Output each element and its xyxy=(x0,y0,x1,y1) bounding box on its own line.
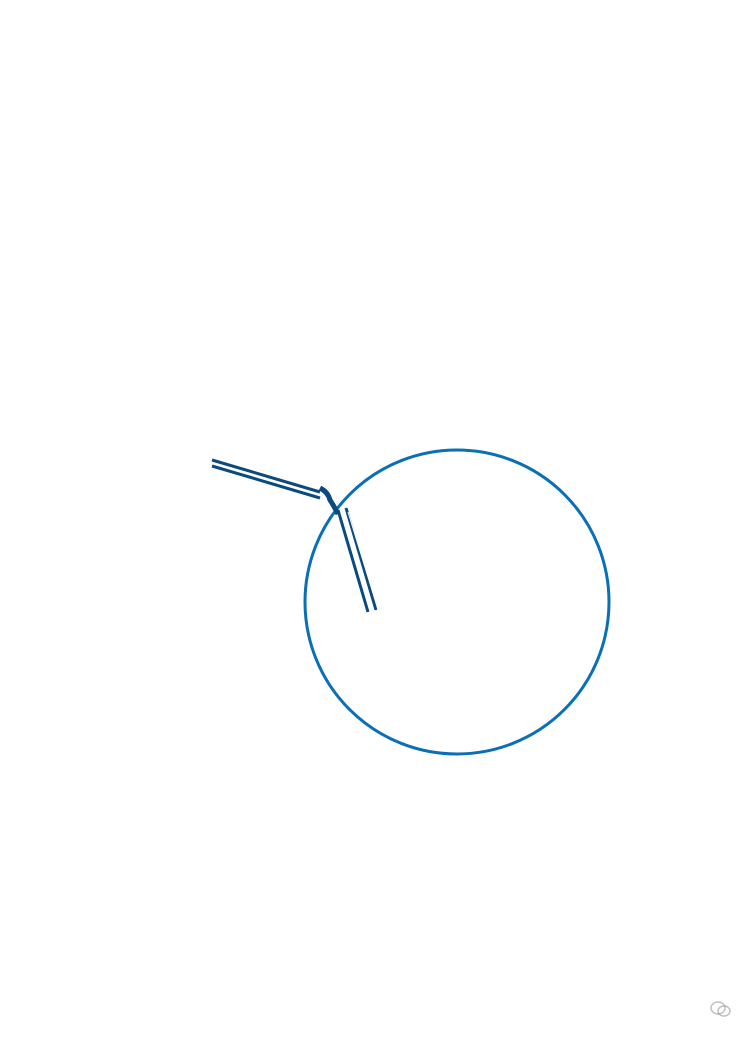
watermark xyxy=(710,1000,736,1022)
beverage-chart xyxy=(200,440,620,770)
chart-svg xyxy=(200,440,620,770)
chart-outline xyxy=(305,450,609,754)
straw-icon xyxy=(212,460,380,616)
wechat-icon xyxy=(710,1000,732,1018)
